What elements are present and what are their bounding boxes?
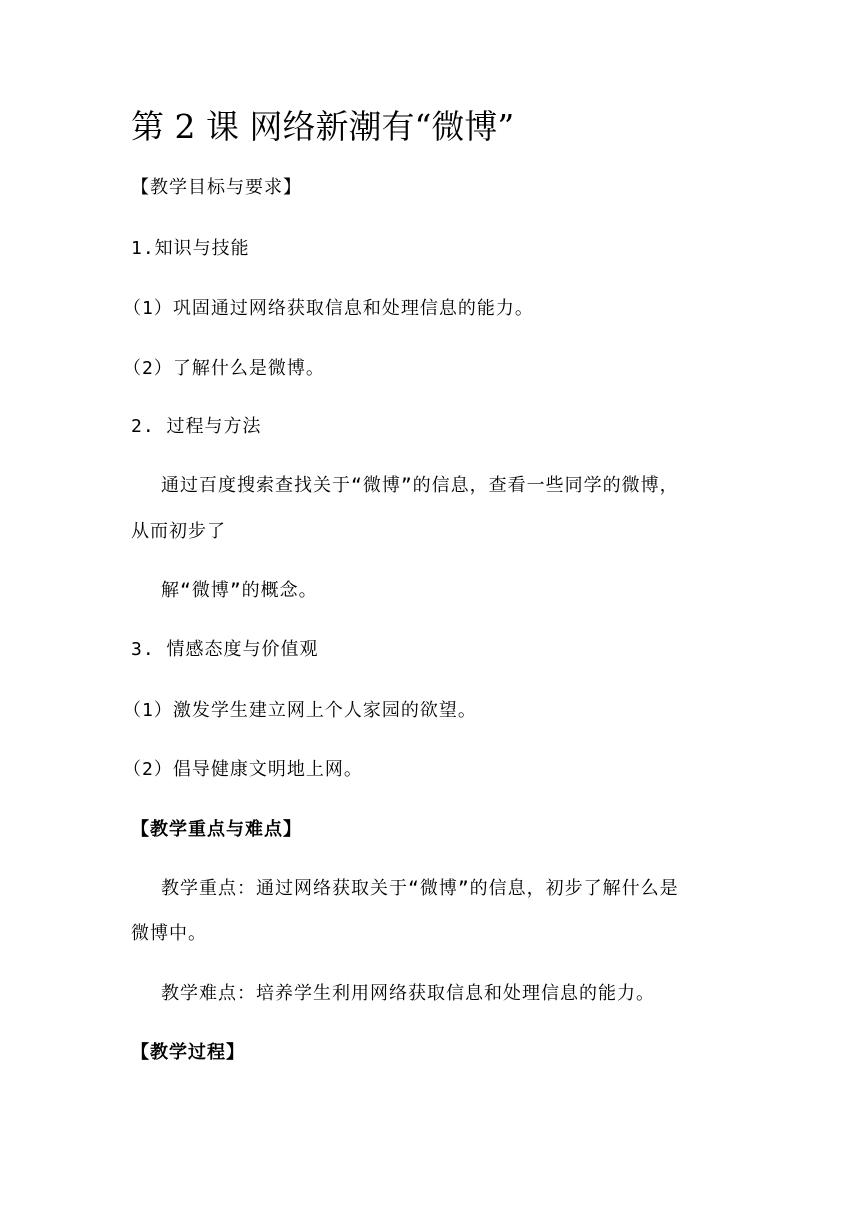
subheading-emotion-values: 3. 情感态度与价值观 bbox=[131, 639, 319, 660]
section-heading-objectives: 【教学目标与要求】 bbox=[131, 177, 302, 198]
key-point-line-2: 微博中。 bbox=[131, 923, 207, 944]
paragraph-process-line-2: 从而初步了 bbox=[131, 521, 226, 542]
emotion-item-1: （1）激发学生建立网上个人家园的欲望。 bbox=[123, 700, 477, 721]
objective-item-1: （1）巩固通过网络获取信息和处理信息的能力。 bbox=[123, 298, 534, 319]
subheading-knowledge-skills: 1.知识与技能 bbox=[131, 238, 250, 259]
lesson-title: 第 2 课 网络新潮有“微博” bbox=[131, 107, 515, 146]
objective-item-2: （2）了解什么是微博。 bbox=[123, 358, 325, 379]
paragraph-process-line-1: 通过百度搜索查找关于“微博”的信息，查看一些同学的微博， bbox=[161, 475, 679, 496]
subheading-process-methods: 2. 过程与方法 bbox=[131, 416, 262, 437]
paragraph-process-line-3: 解“微博”的概念。 bbox=[161, 580, 318, 601]
difficult-point-line: 教学难点：培养学生利用网络获取信息和处理信息的能力。 bbox=[161, 983, 655, 1004]
section-heading-teaching-process: 【教学过程】 bbox=[131, 1042, 245, 1063]
section-heading-key-points: 【教学重点与难点】 bbox=[131, 819, 302, 840]
emotion-item-2: （2）倡导健康文明地上网。 bbox=[123, 759, 363, 780]
key-point-line-1: 教学重点：通过网络获取关于“微博”的信息，初步了解什么是 bbox=[161, 878, 679, 899]
